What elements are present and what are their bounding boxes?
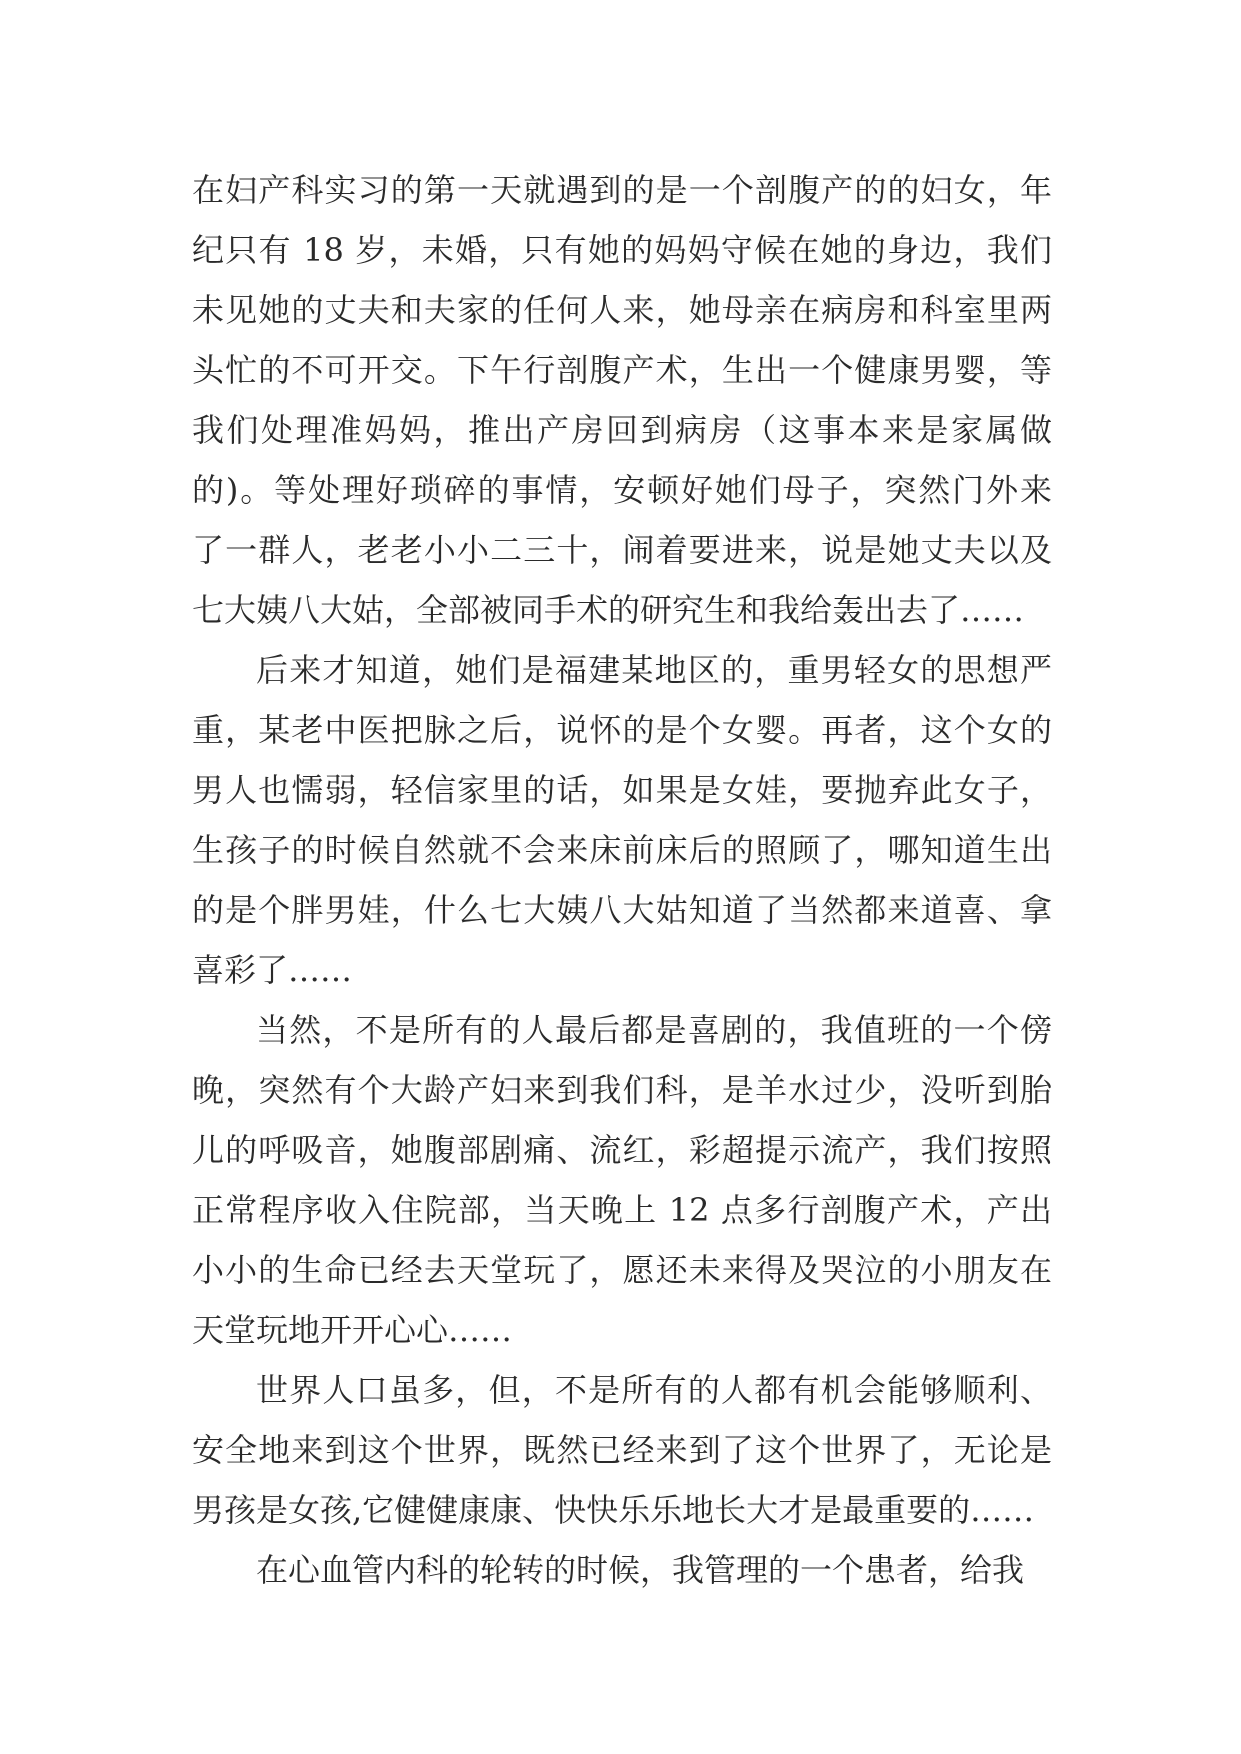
text-line: 儿的呼吸音，她腹部剧痛、流红，彩超提示流产，我们按照 — [192, 1131, 1052, 1169]
text-line: 喜彩了…… — [192, 951, 353, 989]
text-line: 男人也懦弱，轻信家里的话，如果是女娃，要抛弃此女子， — [192, 771, 1052, 809]
text-line: 头忙的不可开交。下午行剖腹产术，生出一个健康男婴，等 — [192, 351, 1052, 389]
paragraph — [192, 1360, 1052, 1540]
text-line: 世界人口虽多，但，不是所有的人都有机会能够顺利、 — [256, 1371, 1052, 1409]
text-line: 小小的生命已经去天堂玩了，愿还未来得及哭泣的小朋友在 — [192, 1251, 1052, 1289]
paragraph — [192, 640, 1052, 1000]
text-line: 未见她的丈夫和夫家的任何人来，她母亲在病房和科室里两 — [192, 291, 1052, 329]
text-line: 七大姨八大姑，全部被同手术的研究生和我给轰出去了…… — [192, 591, 1025, 629]
text-line: 的是个胖男娃，什么七大姨八大姑知道了当然都来道喜、拿 — [192, 891, 1052, 929]
text-line: 天堂玩地开开心心…… — [192, 1311, 513, 1349]
text-line: 男孩是女孩,它健健康康、快快乐乐地长大才是最重要的…… — [192, 1491, 1035, 1529]
text-line: 重，某老中医把脉之后，说怀的是个女婴。再者，这个女的 — [192, 711, 1052, 749]
text-line: 在心血管内科的轮转的时候，我管理的一个患者，给我 — [256, 1551, 1025, 1589]
paragraph — [192, 1540, 1052, 1600]
text-line: 的)。等处理好琐碎的事情，安顿好她们母子，突然门外来 — [192, 471, 1052, 509]
text-line: 当然，不是所有的人最后都是喜剧的，我值班的一个傍 — [256, 1011, 1052, 1049]
text-line: 正常程序收入住院部，当天晚上 12 点多行剖腹产术，产出 — [192, 1191, 1052, 1229]
text-line: 在妇产科实习的第一天就遇到的是一个剖腹产的的妇女，年 — [192, 171, 1052, 209]
text-line: 晚，突然有个大龄产妇来到我们科，是羊水过少，没听到胎 — [192, 1071, 1052, 1109]
paragraph — [192, 1000, 1052, 1360]
body-text — [192, 160, 1052, 1600]
text-line: 了一群人，老老小小二三十，闹着要进来，说是她丈夫以及 — [192, 531, 1052, 569]
text-line: 我们处理准妈妈，推出产房回到病房（这事本来是家属做 — [192, 411, 1052, 449]
text-line: 生孩子的时候自然就不会来床前床后的照顾了，哪知道生出 — [192, 831, 1052, 869]
paragraph — [192, 160, 1052, 640]
text-line: 后来才知道，她们是福建某地区的，重男轻女的思想严 — [256, 651, 1052, 689]
text-line: 纪只有 18 岁，未婚，只有她的妈妈守候在她的身边，我们 — [192, 231, 1052, 269]
text-line: 安全地来到这个世界，既然已经来到了这个世界了，无论是 — [192, 1431, 1052, 1469]
